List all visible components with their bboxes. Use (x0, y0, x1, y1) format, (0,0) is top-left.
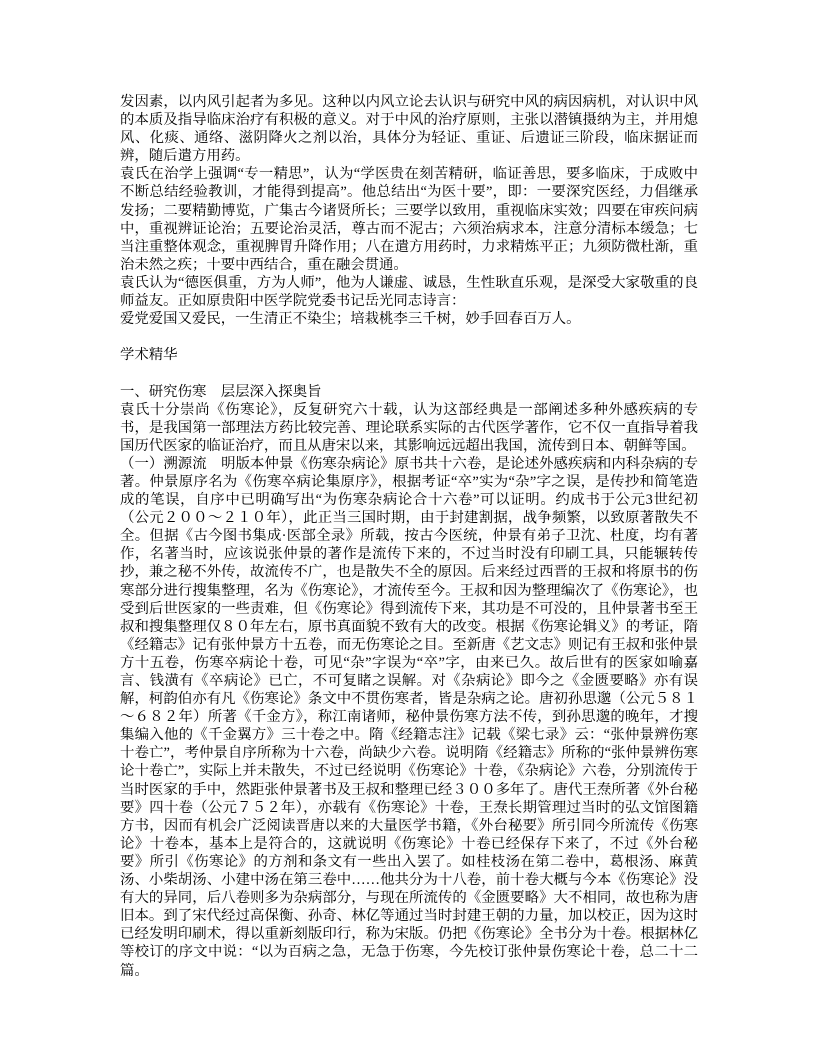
blank-line (120, 328, 698, 346)
paragraph: （一）溯源流 明版本仲景《伤寒杂病论》原书共十六卷，是论述外感疾病和内科杂病的专著。仲景原序名为《伤寒卒病论集原序》，根据考证“卒”实为“杂”字之误，是传抄和简笔造成的笔误，自序中已明确写出“为伤寒杂病论合十六卷”可以证明。约成书于公元3世纪初（公元２００～２１０年），此正当三国时期，由于封建割据，战争频繁，以致原著散失不全。但据《古今图书集成·医部全录》所载，按古今医统，仲景有弟子卫沈、杜度，均有著作，名著当时，应该说张仲景的著作是流传下来的，不过当时没有印刷工具，只能辗转传抄，兼之秘不外传，故流传不广，也是散失不全的原因。后来经过西晋的王叔和将原书的伤寒部分进行搜集整理，名为《伤寒论》，才流传至今。王叔和因为整理编次了《伤寒论》，也受到后世医家的一些责难，但《伤寒论》得到流传下来，其功是不可没的，且仲景著书至王叔和搜集整理仅８０年左右，原书真面貌不致有大的改变。根据《伤寒论辑义》的考证，隋《经籍志》记有张仲景方十五卷，而无伤寒论之目。至新唐《艺文志》则记有王叔和张仲景方十五卷，伤寒卒病论十卷，可见“杂”字误为“卒”字，由来已久。故后世有的医家如喻嘉言、钱潢有《卒病论》已亡，不可复睹之误解。对《杂病论》即今之《金匮要略》亦有误解，柯韵伯亦有凡《伤寒论》条文中不贯伤寒者，皆是杂病之论。唐初孙思邈（公元５８１～６８２年）所著《千金方》，称江南诸师，秘仲景伤寒方法不传，到孙思邈的晚年，才搜集编入他的《千金翼方》三十卷之中。隋《经籍志注》记载《梁七录》云：“张仲景辨伤寒十卷亡”，考仲景自序所称为十六卷，尚缺少六卷。说明隋《经籍志》所称的“张仲景辨伤寒论十卷亡”，实际上并未散失，不过已经说明《伤寒论》十卷，《杂病论》六卷，分别流传于当时医家的手中，然距张仲景著书及王叔和整理已经３００多年了。唐代王焘所著《外台秘要》四十卷（公元７５２年），亦载有《伤寒论》十卷，王焘长期管理过当时的弘文馆图籍方书，因而有机会广泛阅读晋唐以来的大量医学书籍，《外台秘要》所引同今所流传《伤寒论》十卷本，基本上是符合的，这就说明《伤寒论》十卷已经保存下来了，不过《外台秘要》所引《伤寒论》的方剂和条文有一些出入罢了。如桂枝汤在第二卷中，葛根汤、麻黄汤、小柴胡汤、小建中汤在第三卷中……他共分为十八卷，前十卷大概与今本《伤寒论》没有大的异同，后八卷则多为杂病部分，与现在所流传的《金匮要略》大不相同，故也称为唐旧本。到了宋代经过高保衡、孙奇、林亿等通过当时封建王朝的力量，加以校正，因为这时已经发明印刷术，得以重新刻版印行，称为宋版。仍把《伤寒论》全书分为十卷。根据林亿等校订的序文中说：“以为百病之急，无急于伤寒，今先校订张仲景伤寒论十卷，总二十二篇。 (120, 455, 698, 979)
paragraph: 袁氏十分崇尚《伤寒论》，反复研究六十载，认为这部经典是一部阐述多种外感疾病的专书，是我国第一部理法方药比较完善、理论联系实际的古代医学著作，它不仅一直指导着我国历代医家的临证治疗，而且从唐宋以来，其影响远远超出我国，流传到日本、朝鲜等国。 (120, 401, 698, 454)
paragraph: 发因素，以内风引起者为多见。这种以内风立论去认识与研究中风的病因病机，对认识中风的本质及指导临床治疗有积极的意义。对于中风的治疗原则，主张以潜镇摄纳为主，并用熄风、化痰、通络、滋阴降火之剂以治，具体分为轻证、重证、后遗证三阶段，临床据证而辨，随后遣方用药。 (120, 94, 698, 165)
paragraph: 袁氏认为“德医俱重，方为人师”，他为人谦虚、诚恳，生性耿直乐观，是深受大家敬重的良师益友。正如原贵阳中医学院党委书记岳光同志诗言： (120, 274, 698, 310)
section-subheading: 一、研究伤寒 层层深入探奥旨 (120, 383, 322, 400)
document-body (120, 93, 698, 980)
paragraph: 爱党爱国又爱民，一生清正不染尘；培栽桃李三千树，妙手回春百万人。 (120, 311, 581, 328)
paragraph: 袁氏在治学上强调“专一精思”，认为“学医贵在刻苦精研，临证善思，要多临床，于成败中不断总结经验教训，才能得到提高”。他总结出“为医十要”，即：一要深究医经，力倡继承发扬；二要精勤博览，广集古今诸贤所长；三要学以致用，重视临床实效；四要在审疾问病中，重视辨证论治；五要论治灵活，尊古而不泥古；六须治病求本，注意分清标本缓急；七当注重整体观念，重视脾胃升降作用；八在遣方用药时，力求精炼平正；九须防微杜渐，重治未然之疾；十要中西结合，重在融会贯通。 (120, 166, 698, 273)
blank-line (120, 364, 698, 382)
section-heading: 学术精华 (120, 347, 178, 364)
